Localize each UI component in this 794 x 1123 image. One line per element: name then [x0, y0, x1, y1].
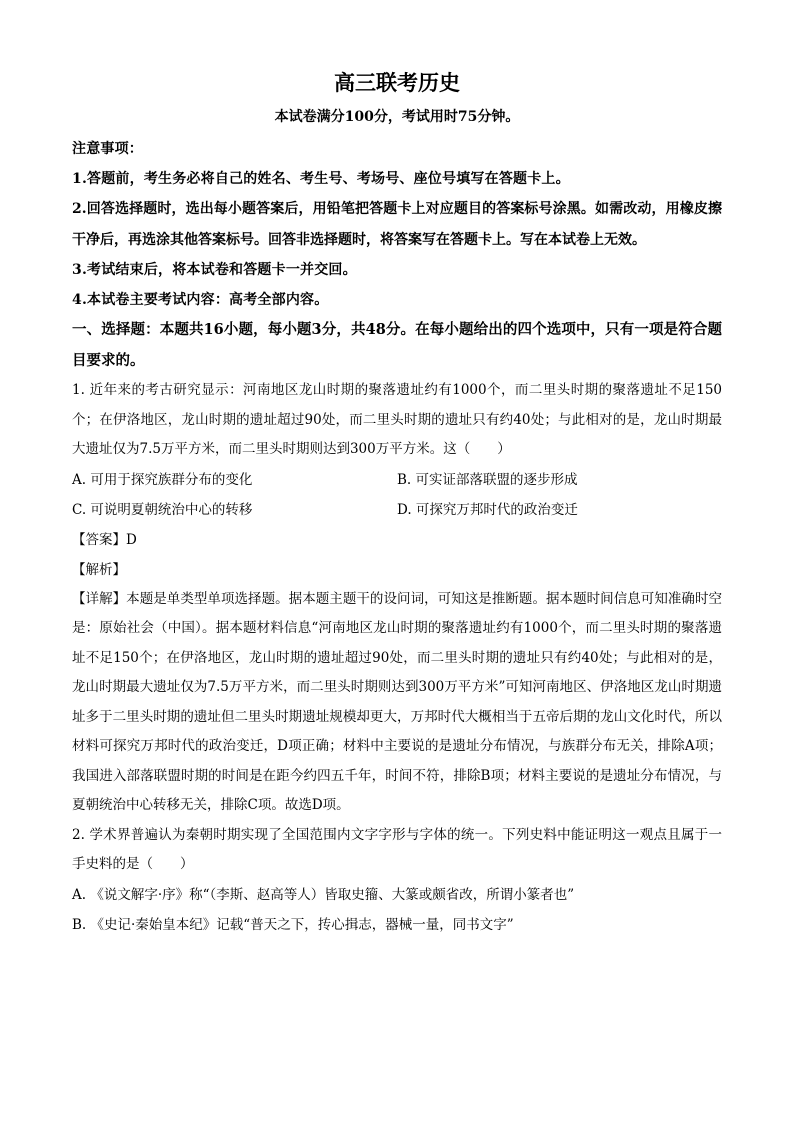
exam-subtitle: 本试卷满分100分，考试用时75分钟。 — [274, 109, 520, 125]
notice-heading: 注意事项： — [72, 141, 143, 157]
option-b: B. 《史记·秦始皇本纪》记载“普天之下，抟心揖志，器械一量，同书文字” — [72, 916, 514, 933]
option-d: D. 可探究万邦时代的政治变迁 — [397, 501, 578, 518]
notice-item-4: 4.本试卷主要考试内容：高考全部内容。 — [72, 292, 329, 308]
answer-line — [72, 525, 722, 555]
notice-item-2: 2.回答选择题时，选出每小题答案后，用铅笔把答题卡上对应题目的答案标号涂黑。如需改动，用橡皮擦干净后，再选涂其他答案标号。回答非选择题时，将答案写在答题卡上。写在本试卷上无效。 — [72, 201, 722, 248]
notice-item-1: 1.答题前，考生务必将自己的姓名、考生号、考场号、座位号填写在答题卡上。 — [72, 171, 570, 187]
detail-text: 本题是单类型单项选择题。据本题主题干的设问词，可知这是推断题。据本题时间信息可知准确时空是：原始社会（中国）。据本题材料信息“河南地区龙山时期的聚落遗址约有1000个，而二里头时期的聚落遗址不足150个；在伊洛地区，龙山时期的遗址超过90处，而二里头时期的遗址只有约40处；与此相对的是，龙山时期最大遗址仅为7.5万平方米，而二里头时期则达到300万平方米”可知河南地区、伊洛地区龙山时期遗址多于二里头时期的遗址但二里头时期遗址规模却更大，万邦时代大概相当于五帝后期的龙山文化时代，所以材料可探究万邦时代的政治变迁，D项正确；材料中主要说的是遗址分布情况，与族群分布无关，排除A项；我国进入部落联盟时期的时间是在距今约四五千年，时间不符，排除B项；材料主要说的是遗址分布情况，与夏朝统治中心转移无关，排除C项。故选D项。 — [72, 590, 723, 813]
option-b: B. 可实证部落联盟的逐步形成 — [397, 471, 578, 488]
analysis-tag: 【解析】 — [72, 561, 126, 578]
answer-value: D — [126, 531, 137, 548]
answer-tag: 【答案】 — [72, 531, 126, 548]
page-title: 高三联考历史 — [334, 70, 460, 95]
option-c: C. 可说明夏朝统治中心的转移 — [72, 501, 253, 518]
option-a: A. 《说文解字·序》称“（李斯、赵高等人）皆取史籀、大篆或颇省改，所谓小篆者也” — [72, 886, 575, 903]
detail-tag: 【详解】 — [72, 590, 127, 607]
question-stem: 2. 学术界普遍认为秦朝时期实现了全国范围内文字字形与字体的统一。下列史料中能证明这一观点且属于一手史料的是（ ） — [72, 826, 722, 872]
option-list — [72, 465, 722, 525]
detail-paragraph — [72, 585, 722, 821]
notice-block — [72, 134, 722, 315]
question-2 — [72, 821, 722, 940]
question-stem: 1. 近年来的考古研究显示：河南地区龙山时期的聚落遗址约有1000个，而二里头时期的聚落遗址不足150个；在伊洛地区，龙山时期的遗址超过90处，而二里头时期的遗址只有约40处；与此相对的是，龙山时期最大遗址仅为7.5万平方米，而二里头时期则达到300万平方米。这（ ） — [72, 382, 722, 457]
section-heading: 一、选择题：本题共16小题，每小题3分，共48分。在每小题给出的四个选项中，只有一项是符合题目要求的。 — [72, 321, 722, 369]
exam-page — [72, 66, 722, 940]
notice-item-3: 3.考试结束后，将本试卷和答题卡一并交回。 — [72, 262, 357, 278]
question-1 — [72, 376, 722, 821]
option-a: A. 可用于探究族群分布的变化 — [72, 471, 253, 488]
